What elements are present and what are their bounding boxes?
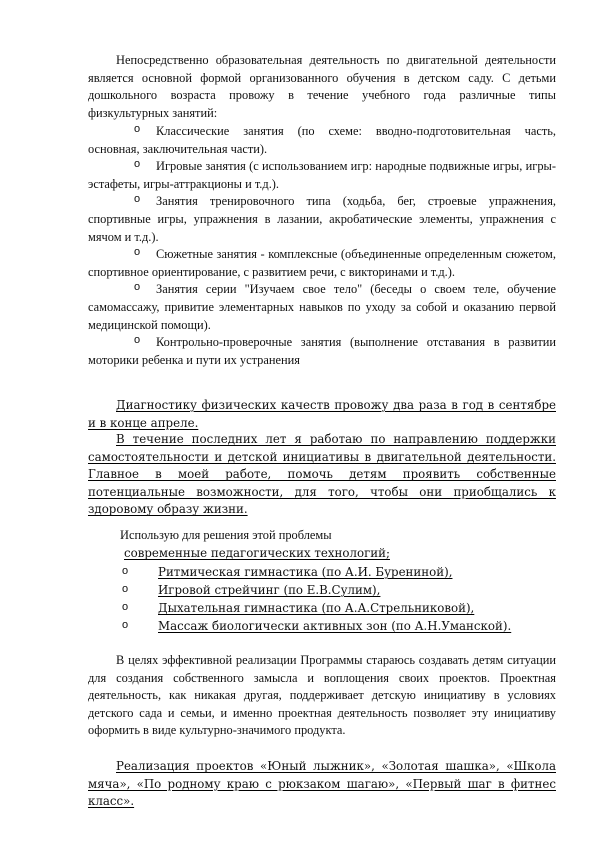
- list-item-text: Классические занятия (по схеме: вводно-подготовительная часть, основная, заключительная части).: [88, 124, 556, 156]
- list-item: [88, 334, 556, 369]
- list-item: [88, 582, 556, 600]
- list-item-text: Дыхательная гимнастика (по А.А.Стрельниковой),: [158, 601, 475, 615]
- list-item-text: Ритмическая гимнастика (по А.И. Бурениной),: [158, 565, 453, 579]
- intro-paragraph: Непосредственно образовательная деятельность по двигательной деятельности является основной формой организованного обучения в детском саду. С детьми дошкольного возраста провожу в течение учебного года различные типы физкультурных занятий:: [88, 53, 556, 120]
- list-item-text: Занятия тренировочного типа (ходьба, бег, строевые упражнения, спортивные игры, упражнения в лазании, акробатические элементы, упражнения с мячом и т.д.).: [88, 194, 556, 244]
- list-item: [88, 600, 556, 618]
- list-item: [88, 281, 556, 334]
- list-item: [88, 564, 556, 582]
- bullet-icon: o: [134, 123, 141, 135]
- list-item: [88, 246, 556, 281]
- bullet-icon: o: [122, 601, 129, 613]
- tech-line: современные педагогических технологий;: [124, 546, 390, 560]
- technologies-list: [88, 564, 556, 636]
- list-item-text: Массаж биологически активных зон (по А.Н.Уманской).: [158, 619, 512, 633]
- list-item-text: Занятия серии "Изучаем свое тело" (беседы о своем теле, обучение самомассажу, привитие элементарных навыков по уходу за собой и оказанию первой медицинской помощи).: [88, 282, 556, 332]
- projects-paragraph: [88, 758, 556, 811]
- bullet-icon: o: [122, 565, 129, 577]
- list-item: [88, 193, 556, 246]
- initiative-text: В течение последних лет я работаю по направлению поддержки самостоятельности и детской инициативы в двигательной деятельности. Главное в моей работе, помочь детям проявить собственные потенциальные возможности, для того, чтобы они приобщались к здоровому образу жизни.: [88, 432, 556, 517]
- bullet-icon: o: [134, 334, 141, 347]
- bullet-icon: o: [122, 583, 129, 595]
- program-paragraph: В целях эффективной реализации Программы стараюсь создавать детям ситуации для создания собственного замысла и воплощения своих проектов. Проектная деятельность, как никакая другая, поддерживает детскую инициативу в условиях детского сада и семьи, и именно проектная деятельность позволяет эту инициативу оформить в виде культурно-значимого продукта.: [88, 653, 556, 738]
- list-item: [88, 158, 556, 193]
- bullet-icon: o: [134, 246, 141, 259]
- lesson-types-list: [88, 123, 556, 369]
- bullet-icon: o: [134, 193, 141, 206]
- list-item: [88, 618, 556, 636]
- list-item-text: Сюжетные занятия - комплексные (объединенные определенным сюжетом, спортивное ориентирование, с развитием речи, с викторинами и т.д.).: [88, 247, 556, 279]
- list-item-text: Контрольно-проверочные занятия (выполнение отставания в развитии моторики ребенка и пути их устранения: [88, 335, 556, 367]
- projects-text: Реализация проектов «Юный лыжник», «Золотая шашка», «Школа мяча», «По родному краю с рюкзаком шагаю», «Первый шаг в фитнес класс».: [88, 759, 556, 809]
- bullet-icon: o: [122, 619, 129, 631]
- bullet-icon: o: [134, 158, 141, 171]
- list-item-text: Игровые занятия (с использованием игр: народные подвижные игры, игры-эстафеты, игры-аттракционы и т.д.).: [88, 159, 556, 191]
- list-item-text: Игровой стрейчинг (по Е.В.Сулим),: [158, 583, 381, 597]
- initiative-paragraph: [88, 431, 556, 519]
- list-item: [88, 123, 556, 158]
- diagnostics-paragraph: Диагностику физических качеств провожу два раза в год в сентябре и в конце апреле.: [88, 398, 556, 430]
- use-line: Использую для решения этой проблемы: [120, 528, 332, 542]
- bullet-icon: o: [134, 281, 141, 294]
